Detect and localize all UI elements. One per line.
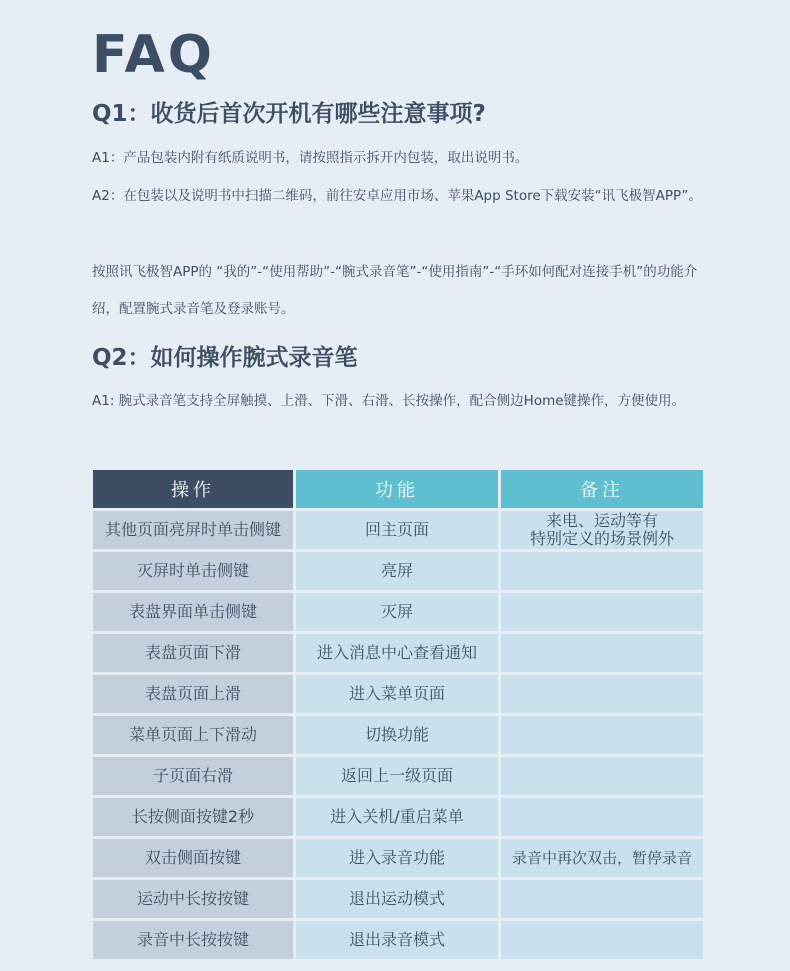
cell-operation: 录音中长按按键 [93,921,293,959]
question-1-answer-3: 按照讯飞极智APP的 “我的”-“使用帮助”-“腕式录音笔”-“使用指南”-“手环如何配对连接手机”的功能介绍，配置腕式录音笔及登录账号。 [92,264,698,317]
cell-note [501,798,703,836]
header-function: 功能 [296,470,498,508]
cell-note [501,675,703,713]
operation-table [90,467,706,962]
header-note: 备注 [501,470,703,508]
cell-operation: 其他页面亮屏时单击侧键 [93,511,293,549]
cell-note: 来电、运动等有 特别定义的场景例外 [501,511,703,549]
table-row [93,593,703,631]
question-1-answer-2: A2：在包装以及说明书中扫描二维码，前往安卓应用市场、苹果App Store下载安装“讯飞极智APP”。 [92,188,702,204]
cell-function: 进入录音功能 [296,839,498,877]
cell-operation: 表盘页面下滑 [93,634,293,672]
cell-function: 进入关机/重启菜单 [296,798,498,836]
cell-function: 灭屏 [296,593,498,631]
table-row [93,511,703,549]
cell-note [501,757,703,795]
table-row [93,798,703,836]
question-2-title: Q2：如何操作腕式录音笔 [92,345,358,371]
question-1-answer-1: A1：产品包装内附有纸质说明书，请按照指示拆开内包装，取出说明书。 [92,150,529,166]
cell-operation: 菜单页面上下滑动 [93,716,293,754]
cell-note [501,921,703,959]
cell-note [501,593,703,631]
question-1-title: Q1：收货后首次开机有哪些注意事项? [92,101,486,127]
table-row [93,757,703,795]
cell-function: 返回上一级页面 [296,757,498,795]
cell-function: 退出运动模式 [296,880,498,918]
cell-note [501,552,703,590]
cell-operation: 双击侧面按键 [93,839,293,877]
cell-operation: 灭屏时单击侧键 [93,552,293,590]
cell-operation: 子页面右滑 [93,757,293,795]
table-row [93,675,703,713]
cell-function: 切换功能 [296,716,498,754]
question-2-answer-1: A1: 腕式录音笔支持全屏触摸、上滑、下滑、右滑、长按操作，配合侧边Home键操作，方便使用。 [92,393,686,409]
table-row [93,921,703,959]
table-header-row [93,470,703,508]
cell-operation: 表盘页面上滑 [93,675,293,713]
cell-operation: 运动中长按按键 [93,880,293,918]
table-row [93,716,703,754]
table-row [93,634,703,672]
table-row [93,839,703,877]
cell-operation: 长按侧面按键2秒 [93,798,293,836]
table-row [93,552,703,590]
cell-note [501,880,703,918]
cell-function: 退出录音模式 [296,921,498,959]
cell-function: 亮屏 [296,552,498,590]
cell-function: 回主页面 [296,511,498,549]
header-operation: 操作 [93,470,293,508]
cell-note [501,716,703,754]
page-title: FAQ [92,25,216,85]
cell-note [501,634,703,672]
cell-note: 录音中再次双击，暂停录音 [501,839,703,877]
cell-function: 进入菜单页面 [296,675,498,713]
table-row [93,880,703,918]
cell-function: 进入消息中心查看通知 [296,634,498,672]
cell-operation: 表盘界面单击侧键 [93,593,293,631]
